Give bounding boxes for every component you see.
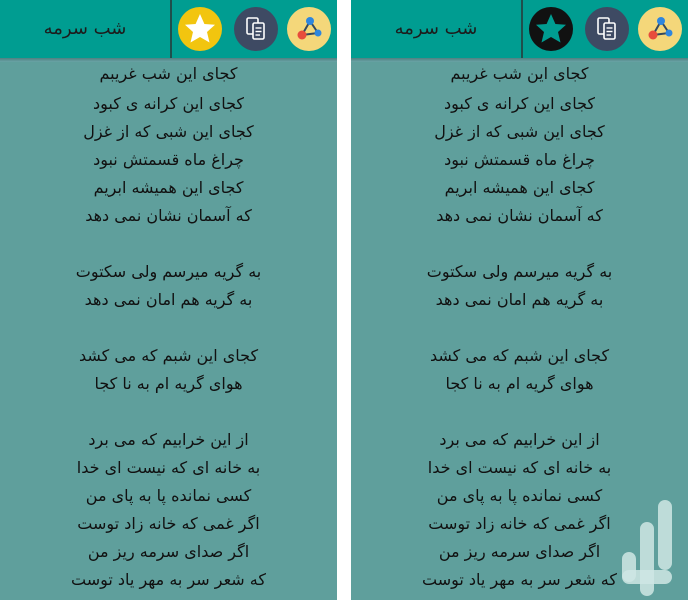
favorite-button[interactable] [529, 7, 573, 51]
poem-line: اگر صدای سرمه ریز من [438, 542, 601, 561]
poem-line: کجای این همیشه ابریم [93, 178, 244, 197]
poem-line: کجای این شبم که می کشد [78, 346, 259, 365]
poem-line: هوای گریه ام به نا کجا [94, 374, 243, 393]
poem-line: کجای این همیشه ابریم [444, 178, 595, 197]
poem-line: هوای گریه ام به نا کجا [445, 374, 594, 393]
poem-line: کجای این شب غریبم [99, 64, 238, 83]
title-divider [170, 0, 172, 58]
poem-line: به گریه میرسم ولی سکتوت [75, 262, 262, 281]
poem-line: از این خرابیم که می برد [439, 430, 600, 449]
share-button[interactable] [287, 7, 331, 51]
copy-icon [234, 7, 278, 51]
poem-line: کجای این شب غریبم [450, 64, 589, 83]
stanza-break [351, 398, 688, 426]
poem-line: که آسمان نشان نمی دهد [85, 206, 252, 225]
share-icon [287, 7, 331, 51]
poem-line: اگر صدای سرمه ریز من [87, 542, 250, 561]
poem-title: شب سرمه [394, 18, 478, 39]
poem-line: به خانه ای که نیست ای خدا [76, 458, 261, 477]
poem-title: شب سرمه [43, 18, 127, 39]
copy-button[interactable] [234, 7, 278, 51]
star-icon [178, 7, 222, 51]
app-bar-shadow [0, 58, 337, 62]
stanza-break [0, 314, 337, 342]
poem-line: به گریه هم امان نمی دهد [435, 290, 604, 309]
poem-line: کجای این کرانه ی کبود [92, 94, 245, 113]
poem-line: به گریه هم امان نمی دهد [84, 290, 253, 309]
stanza-break [351, 314, 688, 342]
app-bar [0, 0, 337, 62]
poem-text [0, 64, 337, 594]
favorite-button[interactable] [178, 7, 222, 51]
star-icon [529, 7, 573, 51]
stanza-break [351, 230, 688, 258]
copy-icon [585, 7, 629, 51]
stanza-break [0, 398, 337, 426]
poem-line: کسی نمانده پا به پای من [436, 486, 603, 505]
poem-line: کجای این شبی که از غزل [83, 122, 254, 141]
poem-line: چراغ ماه قسمتش نبود [93, 150, 244, 169]
poem-line: کجای این شبی که از غزل [434, 122, 605, 141]
poem-line: که شعر سر به مهر یاد توست [71, 570, 266, 589]
copy-button[interactable] [585, 7, 629, 51]
app-bar [351, 0, 688, 62]
poem-line: از این خرابیم که می برد [88, 430, 249, 449]
stanza-break [0, 230, 337, 258]
poem-line: به خانه ای که نیست ای خدا [427, 458, 612, 477]
poem-line: اگر غمی که خانه زاد توست [428, 514, 611, 533]
poem-line: کجای این شبم که می کشد [429, 346, 610, 365]
app-bar-shadow [351, 58, 688, 62]
share-button[interactable] [638, 7, 682, 51]
poem-line: که شعر سر به مهر یاد توست [422, 570, 617, 589]
watermark-logo [620, 500, 682, 596]
poem-line: اگر غمی که خانه زاد توست [77, 514, 260, 533]
screen-favorited [0, 0, 337, 600]
title-divider [521, 0, 523, 58]
poem-line: کجای این کرانه ی کبود [443, 94, 596, 113]
share-icon [638, 7, 682, 51]
poem-line: به گریه میرسم ولی سکتوت [426, 262, 613, 281]
poem-line: چراغ ماه قسمتش نبود [444, 150, 595, 169]
poem-line: کسی نمانده پا به پای من [85, 486, 252, 505]
poem-line: که آسمان نشان نمی دهد [436, 206, 603, 225]
